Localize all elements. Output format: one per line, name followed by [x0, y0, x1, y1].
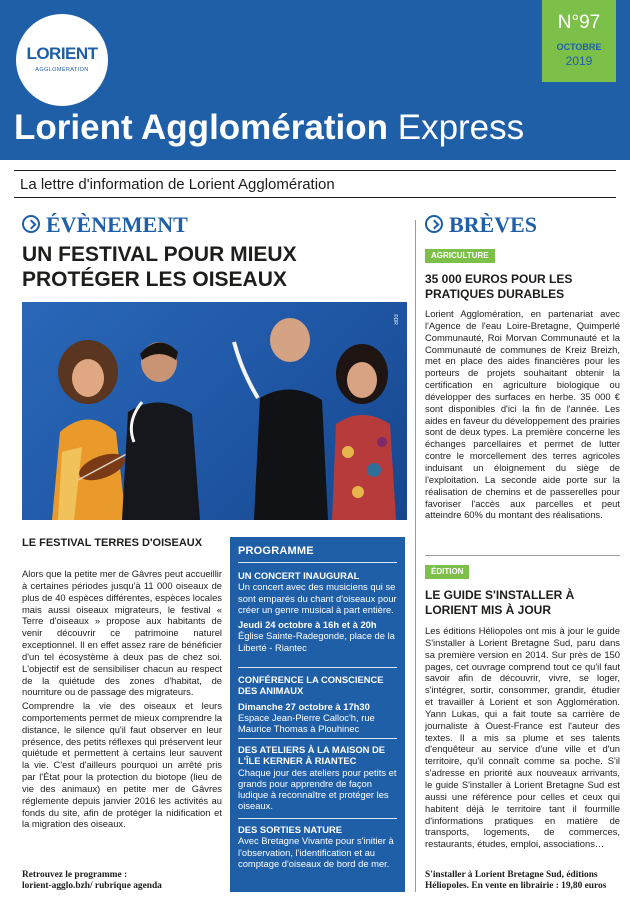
logo[interactable]: [16, 14, 108, 106]
section-evenement-label: ÉVÈNEMENT: [46, 212, 188, 237]
breve-divider: [425, 555, 620, 556]
event-title: DES SORTIES NATURE: [238, 824, 343, 835]
tagline: La lettre d'information de Lorient Agglomération: [20, 176, 335, 193]
logo-subtitle: AGGLOMÉRATION: [35, 67, 89, 73]
program-event-conference: [238, 674, 400, 734]
event-title: CONFÉRENCE LA CONSCIENCE DES ANIMAUX: [238, 674, 384, 697]
program-link-note: [22, 870, 222, 893]
issue-badge: [542, 0, 616, 82]
guide-reference: [425, 870, 620, 893]
breve-title-agriculture: 35 000 EUROS POUR LES PRATIQUES DURABLES: [425, 272, 573, 301]
publication-title: [14, 108, 624, 148]
section-breves: [425, 212, 537, 238]
section-evenement: [22, 212, 188, 238]
publication-title-bold: Lorient Agglomération: [14, 108, 388, 147]
photo-illustration: [22, 302, 407, 520]
issue-number: N°97: [557, 12, 601, 33]
program-link-label: Retrouvez le programme :: [22, 870, 128, 880]
article-title: UN FESTIVAL POUR MIEUX PROTÉGER LES OISEAUX: [22, 243, 297, 292]
program-event-sorties: [238, 824, 400, 869]
issue-year: 2019: [565, 54, 593, 68]
guide-reference-line-2: Héliopoles. En vente en librairie : 19,80 euros: [425, 881, 607, 892]
issue-month: OCTOBRE: [556, 42, 602, 52]
program-link-url[interactable]: lorient-agglo.bzh/ rubrique agenda: [22, 881, 162, 892]
section-breves-label: BRÈVES: [449, 212, 538, 237]
event-description: Un concert avec des musiciens qui se sont emparés du chant d'oiseaux pour créer un genre musical à part entière.: [238, 581, 397, 615]
article-paragraph-1: Alors que la petite mer de Gâvres peut accueillir à certaines périodes jusqu'à 11 000 oiseaux de plus de 40 espèces différentes, espèces locales mais aussi oiseaux migrateurs, le festival « Terre d'oiseaux » propose aux habitants de venir découvrir ce patrimoine naturel exceptionnel. Il en effet assez rare de bénéficier d'un tel écosystème à deux pas de chez soi. L'objectif est de sensibiliser chacun au respect de la quiétude des zones d'habitat, de nourriture ou de passage des migrateurs.: [22, 568, 222, 698]
column-divider: [415, 220, 416, 892]
publication-title-light: Express: [397, 108, 525, 147]
event-description: Avec Bretagne Vivante pour s'initier à l'observation, l'identification et au comptage d'oiseaux de bord de mer.: [238, 835, 394, 869]
logo-name: LORIENT: [26, 44, 98, 63]
program-event-concert: [238, 570, 400, 653]
event-place: Église Sainte-Radegonde, place de la Liberté - Riantec: [238, 630, 395, 653]
article-paragraph-2: Comprendre la vie des oiseaux et leurs comportements permet de mieux comprendre la distance, le silence qu'il faut observer en leur présence, des petits réflexes qui préservent leur quiétude et permettent à certains leur sauvent la vie. C'est d'ailleurs pourquoi un arrêté pris par l'État pour la protection du biotope (lieu de vie des animaux) en petite mer de Gâvres réglemente depuis janvier 2016 les activités au fonds du site, afin de protéger la nidification et la migration des oiseaux.: [22, 700, 222, 830]
breve-text-agriculture: Lorient Agglomération, en partenariat avec l'Agence de l'eau Loire-Bretagne, Quimperlé Communauté, Roi Morvan Communauté et la Communauté de communes de Kreiz Breizh, met en place des aides financières pour les porteurs de projets souhaitant obtenir la certification en agriculture biologique ou développer des surfaces en herbe. 35 000 € sont disponibles d'ici la fin de l'année. Les aides en faveur du développement des prairies sont de deux types. La première concerne les échanges parcellaires et permet de lutter contre le morcellement des terres agricoles induisant un éloignement du siège de l'exploitation. La seconde aide porte sur la réalisation de chemins et de passerelles pour favoriser l'accès aux parcelles et peut atteindre 60% du montant des réalisations.: [425, 308, 620, 521]
program-divider: [238, 562, 397, 563]
program-box: [230, 537, 405, 892]
tag-agriculture: AGRICULTURE: [425, 249, 495, 263]
program-divider: [238, 667, 397, 668]
event-title: DES ATELIERS À LA MAISON DE L'ÎLE KERNER À RIANTEC: [238, 744, 386, 767]
program-divider: [238, 818, 397, 819]
article-subtitle: LE FESTIVAL TERRES D'OISEAUX: [22, 537, 203, 549]
event-date: Dimanche 27 octobre à 17h30: [238, 700, 370, 712]
tagline-bar: [14, 170, 616, 198]
tag-edition: ÉDITION: [425, 565, 469, 579]
masthead-banner: [0, 0, 630, 160]
chevron-circle-icon: [425, 215, 443, 233]
breve-title-edition: LE GUIDE S'INSTALLER À LORIENT MIS À JOUR: [425, 588, 575, 617]
musicians-photo: [22, 302, 407, 520]
event-date: Jeudi 24 octobre à 16h et à 20h: [238, 619, 377, 631]
program-event-ateliers: [238, 744, 400, 812]
event-description: Chaque jour des ateliers pour petits et grands pour apprendre de façon ludique à reconnaître et protéger les oiseaux.: [238, 766, 397, 812]
breve-text-edition: Les éditions Héliopoles ont mis à jour le guide S'installer à Lorient Bretagne Sud, paru dans sa première version en 2014. Sur près de 150 pages, cet ouvrage comprend tout ce qu'il faut savoir afin de découvrir, vivre, se loger, s'intégrer, sortir, consommer, grandir, étudier et travailler à Lorient et son Agglomération. Yann Lukas, qui a fait toute sa carrière de journaliste à Ouest-France est l'auteur des textes. Il a mis sa plume et ses talents d'enquêteur au service d'une ville et d'un territoire, qu'il connaît comme sa poche. S'il s'adresse en priorité aux nouveaux arrivants, le guide S'installer à Lorient Bretagne Sud est aussi une référence pour celles et ceux qui habitent déjà le territoire tant il fourmille d'informations pratiques en matière de transports, logements, de commerces, restaurants, études, emploi, associations…: [425, 625, 620, 850]
guide-reference-line-1: S'installer à Lorient Bretagne Sud, éditions: [425, 870, 598, 880]
chevron-circle-icon: [22, 215, 40, 233]
program-divider: [238, 738, 397, 739]
photo-credit: ©DR: [392, 314, 398, 325]
program-title: PROGRAMME: [238, 545, 314, 557]
event-title: UN CONCERT INAUGURAL: [238, 570, 360, 581]
event-place: Espace Jean-Pierre Calloc'h, rue Maurice Thomas à Plouhinec: [238, 711, 375, 735]
